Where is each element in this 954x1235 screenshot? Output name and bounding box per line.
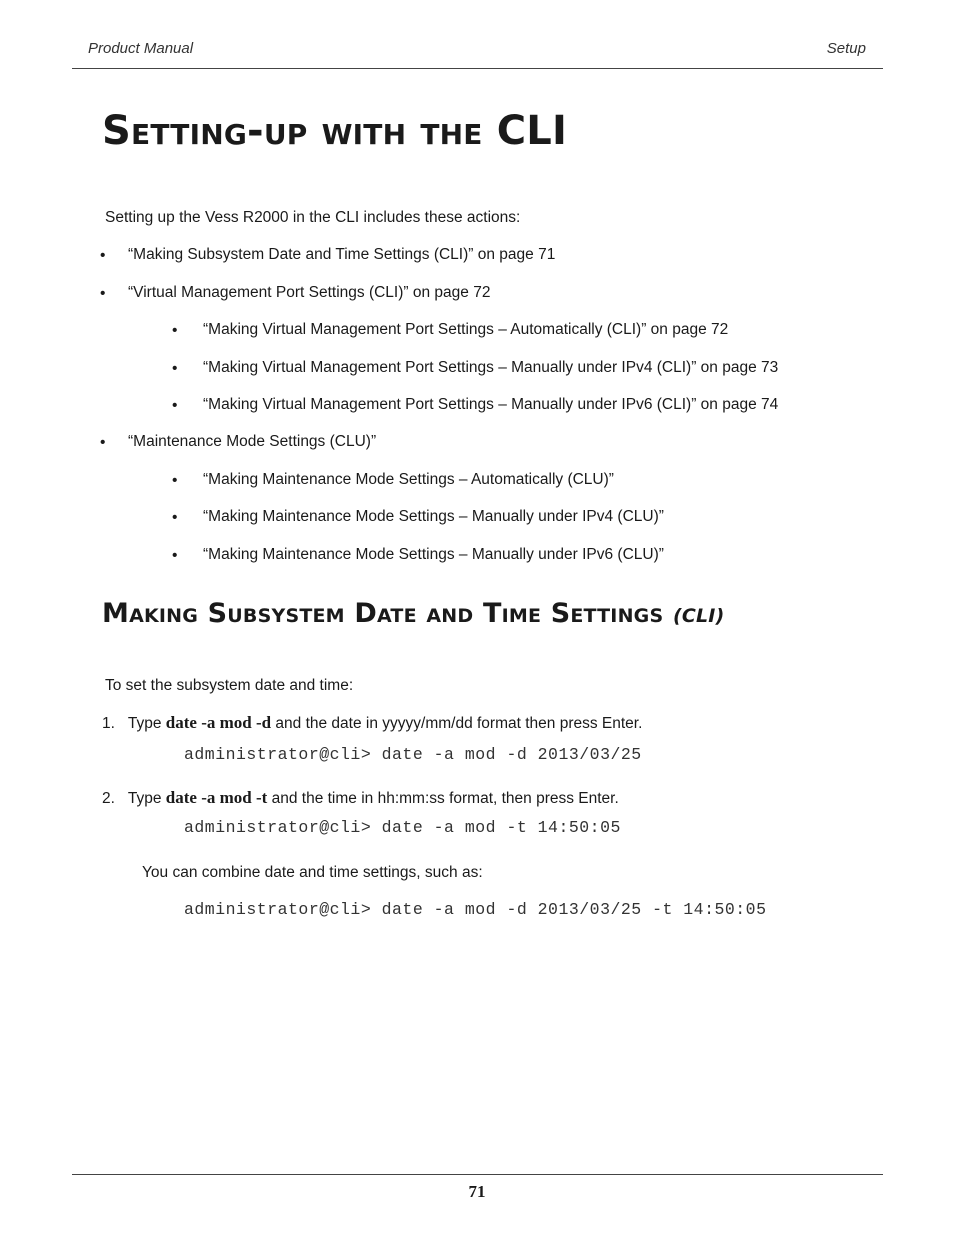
code-example-combined: administrator@cli> date -a mod -d 2013/03/25 -t 14:50:05 xyxy=(184,900,767,919)
page-number: 71 xyxy=(468,1182,486,1201)
action-subitem: “Making Maintenance Mode Settings – Manually under IPv4 (CLU)” xyxy=(203,508,664,525)
bullet-icon: • xyxy=(172,472,178,489)
running-header-title: Product Manual xyxy=(88,40,194,57)
combine-note: You can combine date and time settings, such as: xyxy=(142,864,483,881)
section-title-suffix: (CLI) xyxy=(672,605,725,627)
running-header-section: Setup xyxy=(826,40,866,57)
action-subitem: “Making Maintenance Mode Settings – Automatically (CLU)” xyxy=(203,471,614,488)
step-text: and the date in yyyyy/mm/dd format then press Enter. xyxy=(275,715,643,732)
action-subitem: “Making Virtual Management Port Settings – Manually under IPv4 (CLI)” on page 73 xyxy=(203,359,779,376)
step-command: date -a mod -d xyxy=(165,713,272,732)
action-subitem: “Making Virtual Management Port Settings – Manually under IPv6 (CLI)” on page 74 xyxy=(203,396,779,413)
step-type-word: Type xyxy=(127,790,162,807)
step-number: 2. xyxy=(102,790,115,807)
intro-text: Setting up the Vess R2000 in the CLI includes these actions: xyxy=(105,209,521,226)
footer-rule xyxy=(72,1174,883,1175)
step-number: 1. xyxy=(102,715,115,732)
section-intro: To set the subsystem date and time: xyxy=(105,677,354,694)
header-rule xyxy=(72,68,883,69)
action-item: “Maintenance Mode Settings (CLU)” xyxy=(128,433,377,450)
page-title: Setting-up with the CLI xyxy=(102,108,568,154)
bullet-icon: • xyxy=(172,360,178,377)
action-subitem: “Making Virtual Management Port Settings – Automatically (CLI)” on page 72 xyxy=(203,321,729,338)
bullet-icon: • xyxy=(172,509,178,526)
bullet-icon: • xyxy=(172,547,178,564)
bullet-icon: • xyxy=(172,397,178,414)
step-type-word: Type xyxy=(127,715,162,732)
step-1 xyxy=(102,713,642,733)
step-text: and the time in hh:mm:ss format, then press Enter. xyxy=(271,790,619,807)
step-2 xyxy=(102,788,619,808)
bullet-icon: • xyxy=(100,285,106,302)
code-example: administrator@cli> date -a mod -t 14:50:05 xyxy=(184,818,621,837)
bullet-icon: • xyxy=(172,322,178,339)
action-subitem: “Making Maintenance Mode Settings – Manually under IPv6 (CLU)” xyxy=(203,546,664,563)
code-example: administrator@cli> date -a mod -d 2013/03/25 xyxy=(184,745,642,764)
action-item: “Making Subsystem Date and Time Settings (CLI)” on page 71 xyxy=(128,246,556,263)
bullet-icon: • xyxy=(100,247,106,264)
action-item: “Virtual Management Port Settings (CLI)” on page 72 xyxy=(128,284,491,301)
step-command: date -a mod -t xyxy=(165,788,268,807)
section-title xyxy=(102,598,724,629)
section-title-text: Making Subsystem Date and Time Settings xyxy=(102,598,664,629)
bullet-icon: • xyxy=(100,434,106,451)
